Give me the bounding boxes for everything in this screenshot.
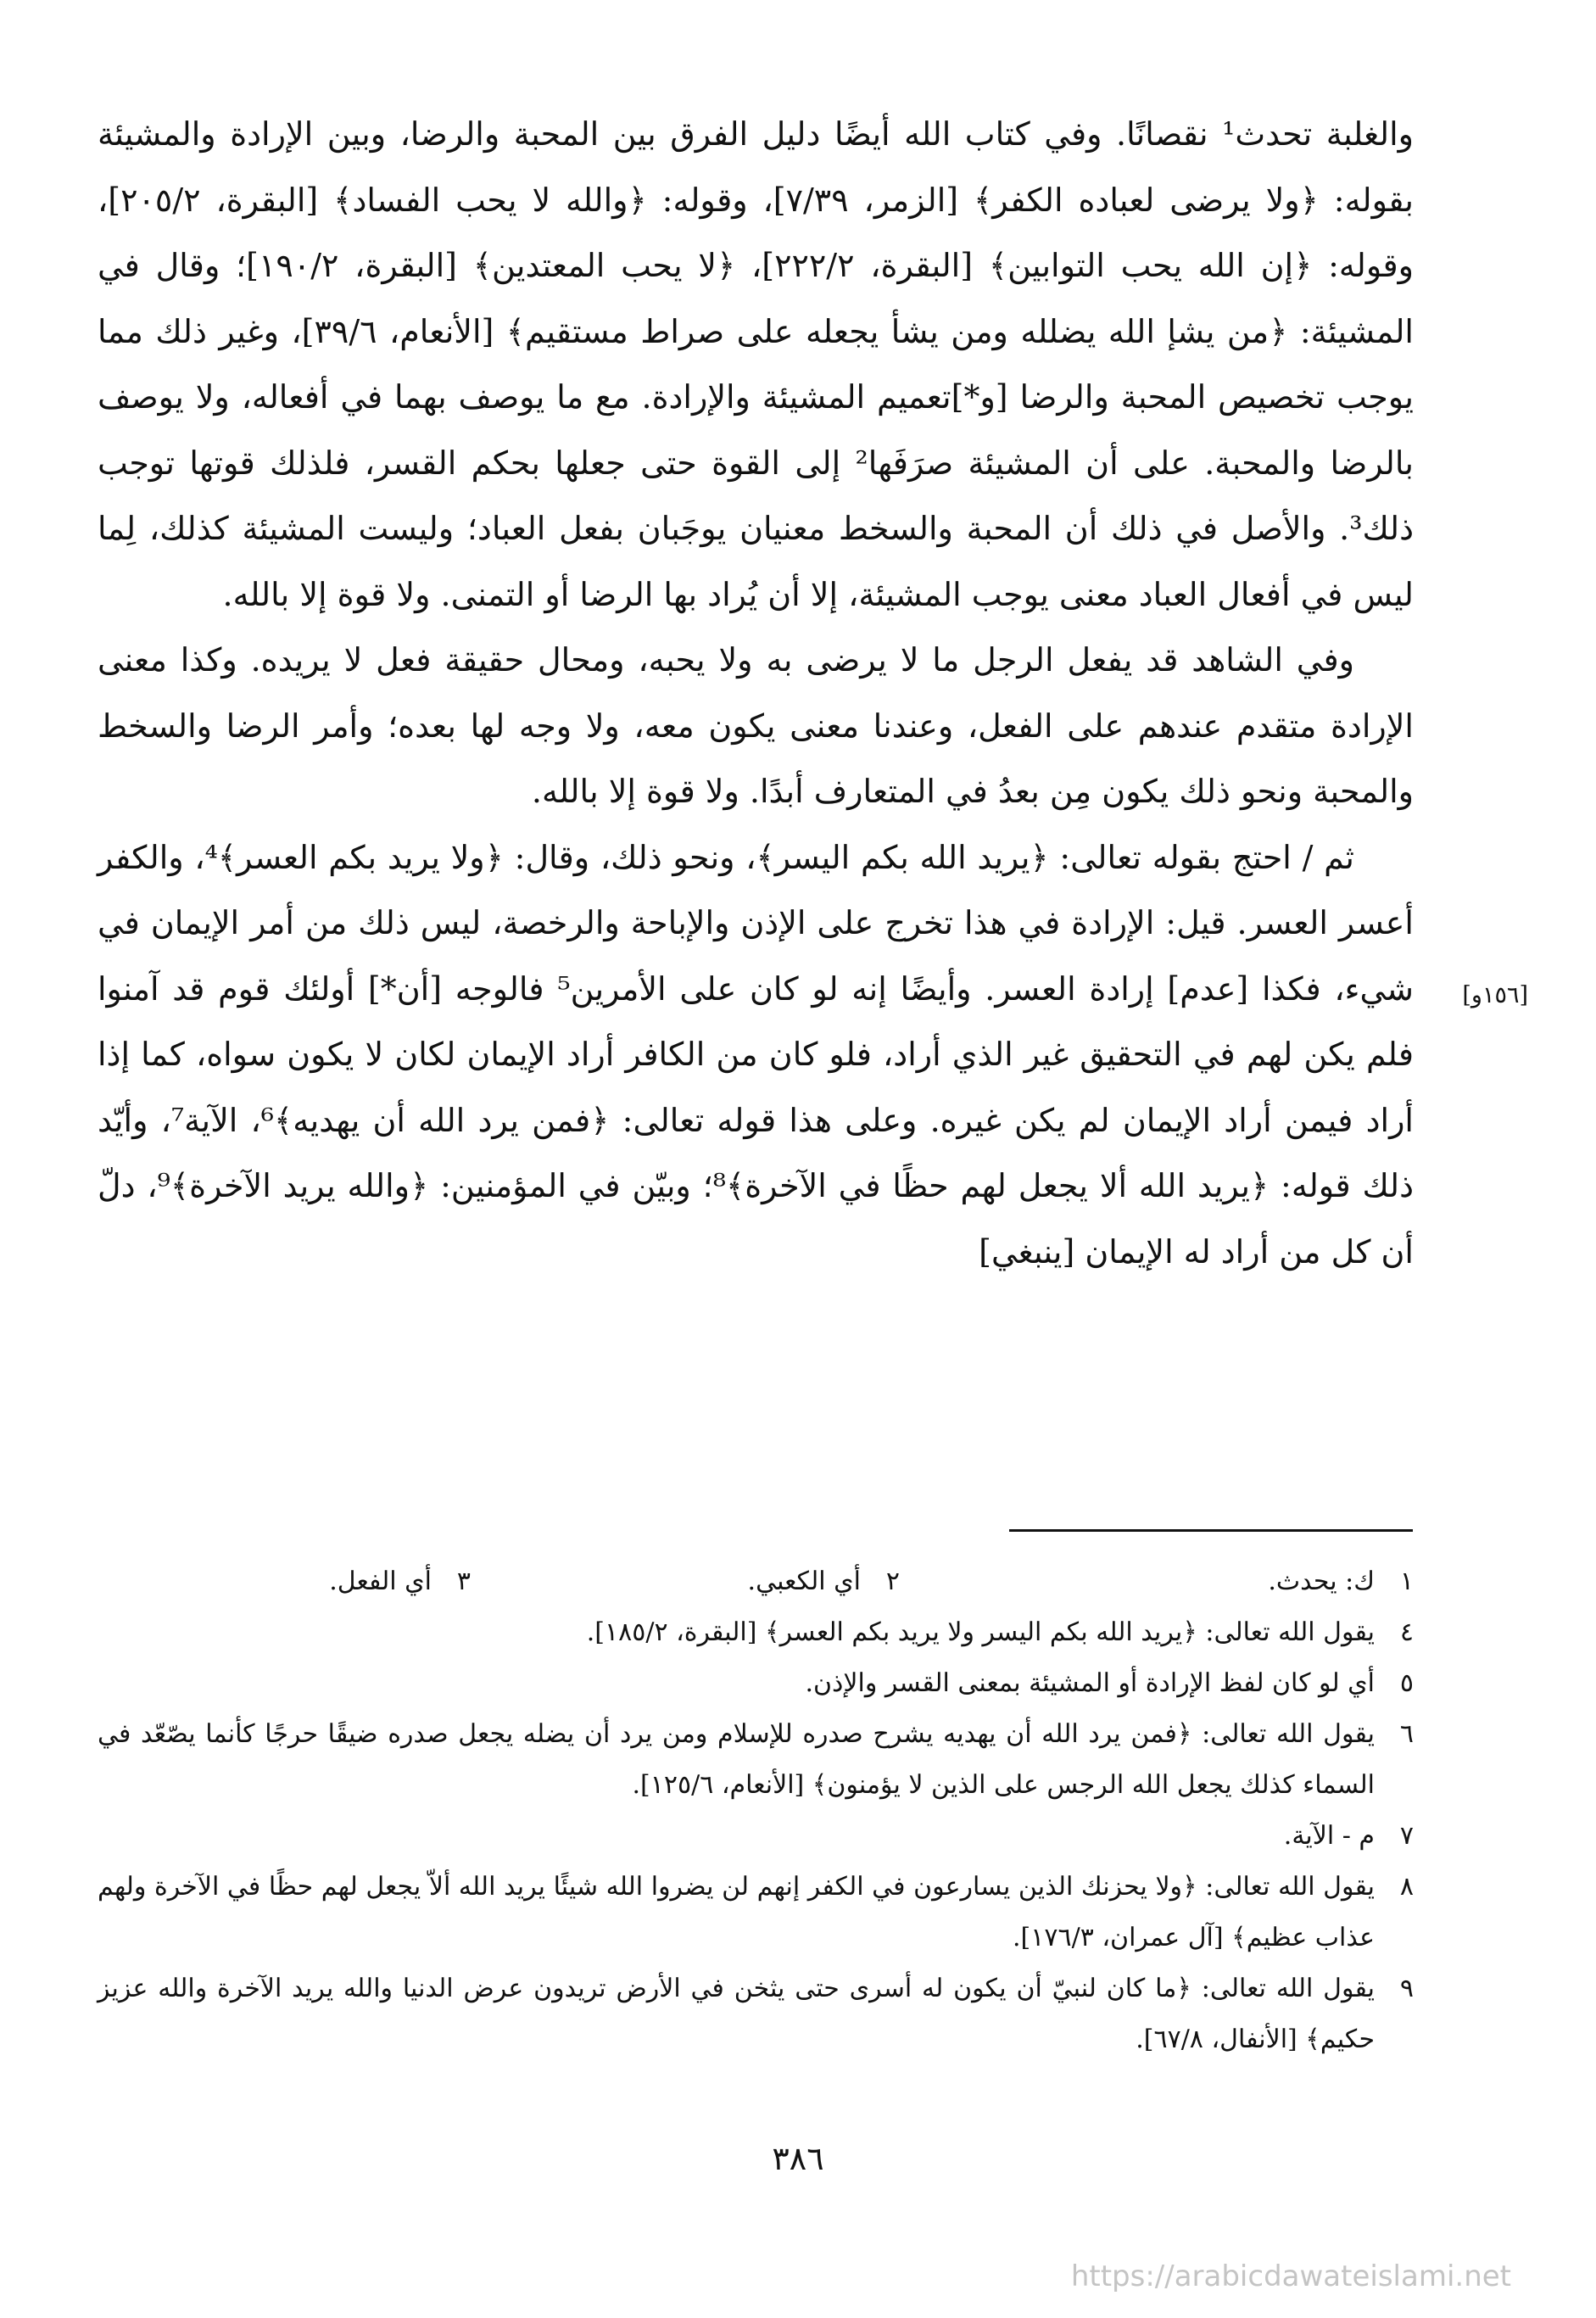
footnote-text: أي الفعل.: [329, 1567, 432, 1596]
watermark-url: https://arabicdawateislami.net: [1070, 2259, 1511, 2293]
footnote-number: ٢: [885, 1567, 900, 1596]
footnote-text: أي لو كان لفظ الإرادة أو المشيئة بمعنى القسر والإذن.: [805, 1668, 1375, 1698]
page-number: ٣٨٦: [772, 2140, 824, 2177]
footnote-6: [98, 1709, 1414, 1811]
footnote-number: ٦: [1399, 1719, 1414, 1749]
paragraph-2: وفي الشاهد قد يفعل الرجل ما لا يرضى به ولا يحبه، ومحال حقيقة فعل لا يريده. وكذا معنى الإرادة متقدم عندهم على الفعل، وعندنا معنى يكون معه، ولا وجه لها بعده؛ وأمر الرضا والسخط والمحبة ونحو ذلك يكون مِن بعدُ في المتعارف أبدًا. ولا قوة إلا بالله.: [98, 641, 1414, 810]
footnote-text: يقول الله تعالى: ﴿ما كان لنبيّ أن يكون له أسرى حتى يثخن في الأرض تريدون عرض الدنيا والله يريد الآخرة والله عزيز حكيم﴾ [الأنفال، ٦٧/٨].: [98, 1974, 1375, 2054]
main-text: [98, 102, 1414, 1285]
paragraph-1: والغلبة تحدث¹ نقصانًا. وفي كتاب الله أيضًا دليل الفرق بين المحبة والرضا، وبين الإرادة والمشيئة بقوله: ﴿ولا يرضى لعباده الكفر﴾ [الزمر، ٧/٣٩]، وقوله: ﴿والله لا يحب الفساد﴾ [البقرة، ٢٠٥/٢]، وقوله: ﴿إن الله يحب التوابين﴾ [البقرة، ٢٢٢/٢]، ﴿لا يحب المعتدين﴾ [البقرة، ١٩٠/٢]؛ وقال في المشيئة: ﴿من يشإ الله يضلله ومن يشأ يجعله على صراط مستقيم﴾ [الأنعام، ٣٩/٦]، وغير ذلك مما يوجب تخصيص المحبة والرضا [و*]تعميم المشيئة والإرادة. مع ما يوصف بهما في أفعاله، ولا يوصف بالرضا والمحبة. على أن المشيئة صرَفَها² إلى القوة حتى جعلها بحكم القسر، فلذلك قوتها توجب ذلك³. والأصل في ذلك أن المحبة والسخط معنيان يوجَبان بفعل العباد؛ وليست المشيئة كذلك، لِما ليس في أفعال العباد معنى يوجب المشيئة، إلا أن يُراد بها الرضا أو التمنى. ولا قوة إلا بالله.: [98, 115, 1415, 613]
footnote-number: ٩: [1399, 1974, 1414, 2003]
footnote-number: ٤: [1399, 1617, 1414, 1647]
footnote-number: ٧: [1399, 1821, 1414, 1851]
footnote-number: ٨: [1399, 1872, 1414, 1902]
footnote-9: [98, 1963, 1414, 2065]
footnote-text: ك: يحدث.: [1268, 1567, 1375, 1596]
footnote-1: [900, 1556, 1414, 1607]
footnote-3: [177, 1556, 471, 1607]
footnote-text: أي الكعبي.: [747, 1567, 861, 1596]
footnote-text: م - الآية.: [1283, 1821, 1375, 1851]
footnote-text: يقول الله تعالى: ﴿يريد الله بكم اليسر ولا يريد بكم العسر﴾ [البقرة، ١٨٥/٢].: [586, 1617, 1375, 1647]
footnote-8: [98, 1862, 1414, 1963]
footnote-7: [98, 1811, 1414, 1862]
footnote-number: ٥: [1399, 1668, 1414, 1698]
footnote-5: [98, 1658, 1414, 1709]
footnote-4: [98, 1607, 1414, 1658]
manuscript-folio-note: [١٥٦و]: [1462, 982, 1528, 1008]
footnote-text: يقول الله تعالى: ﴿ولا يحزنك الذين يسارعون في الكفر إنهم لن يضروا الله شيئًا يريد الله ألاّ يجعل لهم حظًا في الآخرة ولهم عذاب عظيم﴾ [آل عمران، ١٧٦/٣].: [98, 1872, 1375, 1952]
paragraph-3: ثم / احتج بقوله تعالى: ﴿يريد الله بكم اليسر﴾، ونحو ذلك، وقال: ﴿ولا يريد بكم العسر﴾⁴، والكفر أعسر العسر. قيل: الإرادة في هذا تخرج على الإذن والإباحة والرخصة، ليس ذلك من أمر الإيمان في شيء، فكذا [عدم] إرادة العسر. وأيضًا إنه لو كان على الأمرين⁵ فالوجه [أن*] أولئك قوم قد آمنوا فلم يكن لهم في التحقيق غير الذي أراد، فلو كان من الكافر أراد الإيمان لكان لا يكون سواه، كما إذا أراد فيمن أراد الإيمان لم يكن غيره. وعلى هذا قوله تعالى: ﴿فمن يرد الله أن يهديه﴾⁶، الآية⁷، وأيّد ذلك قوله: ﴿يريد الله ألا يجعل لهم حظًا في الآخرة﴾⁸؛ وبيّن في المؤمنين: ﴿والله يريد الآخرة﴾⁹، دلّ أن كل من أراد له الإيمان [ينبغي]: [98, 838, 1415, 1271]
footnote-row-1: [98, 1556, 1414, 1607]
footnote-divider: [1009, 1529, 1413, 1532]
footnotes: [98, 1556, 1414, 2065]
footnote-number: ١: [1399, 1567, 1414, 1596]
footnote-2: [471, 1556, 900, 1607]
footnote-number: ٣: [456, 1567, 471, 1596]
footnote-text: يقول الله تعالى: ﴿فمن يرد الله أن يهديه يشرح صدره للإسلام ومن يرد أن يضله يجعل صدره ضيقًا حرجًا كأنما يصّعّد في السماء كذلك يجعل الله الرجس على الذين لا يؤمنون﴾ [الأنعام، ١٢٥/٦].: [98, 1719, 1375, 1800]
